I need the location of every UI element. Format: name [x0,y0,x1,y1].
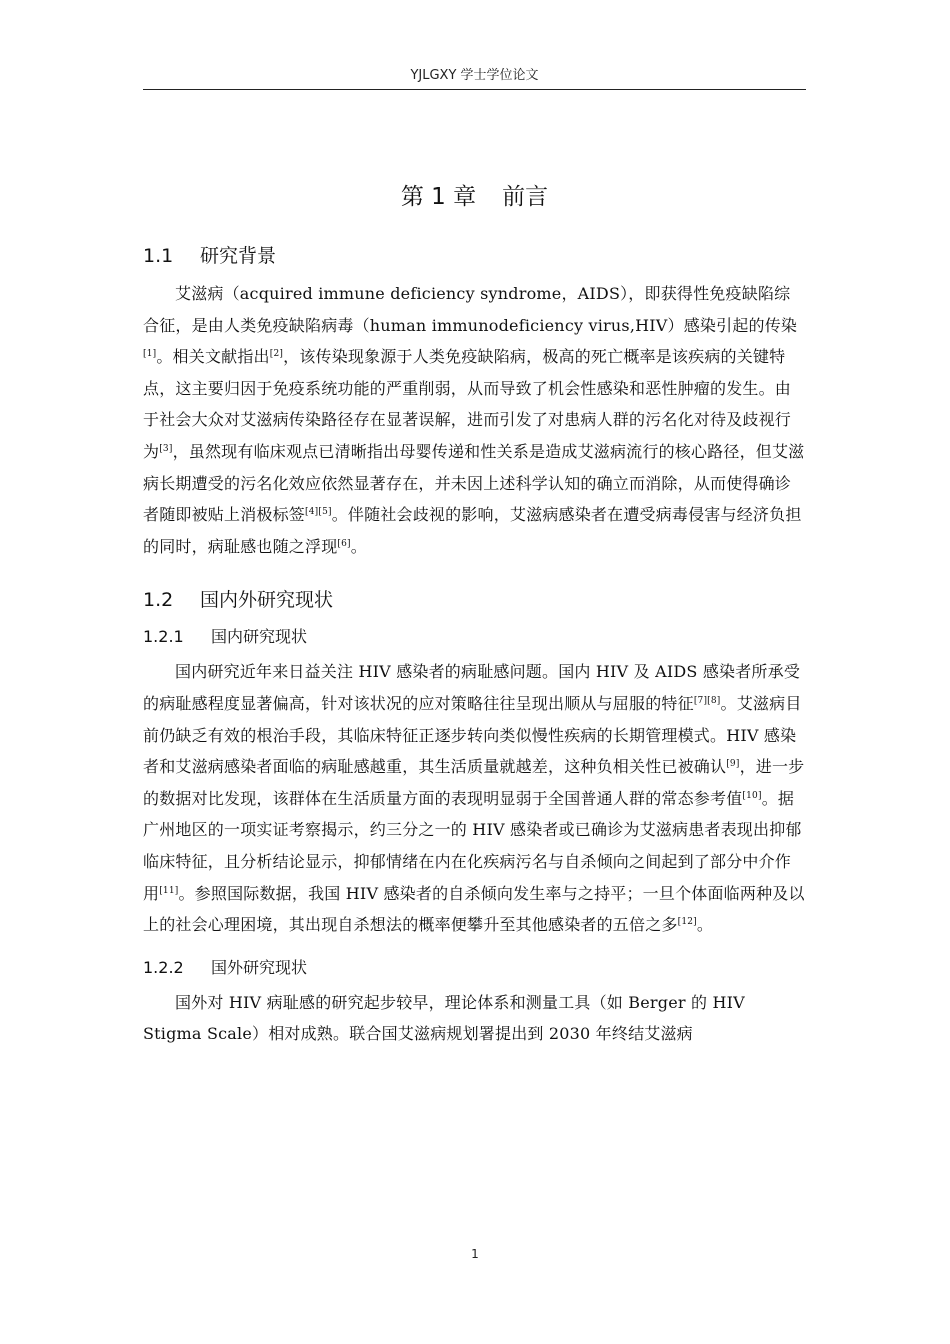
section-number: 1.2 [143,589,174,612]
running-header: YJLGXY 学士学位论文 [410,68,539,83]
citation-ref: [11] [159,885,179,896]
paragraph-text: ，进一步的数据对比发现，该群体在生活质量方面的表现明显弱于全国普通人群的常态参考值 [143,757,805,808]
citation-ref: [9] [726,759,740,770]
citation-ref: [4][5] [305,507,332,518]
page-body [143,170,806,1050]
paragraph-text: 国内研究近年来日益关注 HIV 感染者的病耻感问题。国内 HIV 及 AIDS 感染者所承受的病耻感程度显著偏高，针对该状况的应对策略往往呈现出顺从与屈服的特征 [143,662,801,713]
paragraph-domestic-research [143,656,806,940]
chapter-heading [143,170,806,224]
section-heading-1-2 [143,584,806,616]
paragraph-text: 。 [350,536,367,556]
citation-ref: [10] [742,790,762,801]
paragraph-text: ，该传染现象源于人类免疫缺陷病，极高的死亡概率是该疾病的关键特点，这主要归因于免疫系统功能的严重削弱，从而导致了机会性感染和恶性肿瘤的发生。由于社会大众对艾滋病传染路径存在显著误解，进而引发了对患病人群的污名化对待及歧视行为 [143,347,792,461]
paragraph-text: 。相关文献指出 [156,347,270,367]
paragraph-text: 。参照国际数据，我国 HIV 感染者的自杀倾向发生率与之持平；一旦个体面临两种及以上的社会心理困境，其出现自杀想法的概率便攀升至其他感染者的五倍之多 [143,883,805,935]
paragraph-text: 。艾滋病目前仍缺乏有效的根治手段，其临床特征正逐步转向类似慢性疾病的长期管理模式。HIV 感染者和艾滋病感染者面临的病耻感越重，其生活质量就越差，这种负相关性已被确认 [143,693,802,777]
header-rule [143,89,806,90]
citation-ref: [12] [677,917,697,928]
subsection-title: 国内研究现状 [211,627,308,647]
paragraph-text: 艾滋病（acquired immune deficiency syndrome，AIDS），即获得性免疫缺陷综合征，是由人类免疫缺陷病毒（human immunodeficiency virus,HIV）感染引起的传染 [143,284,798,335]
section-title: 国内外研究现状 [200,589,334,612]
subsection-number: 1.2.2 [143,957,184,977]
paragraph-research-background [143,278,806,562]
paragraph-text: ，虽然现有临床观点已清晰指出母婴传递和性关系是造成艾滋病流行的核心路径，但艾滋病长期遭受的污名化效应依然显著存在，并未因上述科学认知的确立而消除，从而使得确诊者随即被贴上消极标签 [143,441,805,525]
page-number: 1 [471,1247,479,1261]
paragraph-text: 。伴随社会歧视的影响，艾滋病感染者在遭受病毒侵害与经济负担的同时，病耻感也随之浮现 [143,505,802,556]
section-title: 研究背景 [200,245,277,267]
citation-ref: [2] [269,349,284,360]
paragraph-text: 。 [696,915,714,935]
citation-ref: [7][8] [693,695,721,706]
subsection-heading-1-2-2 [143,953,806,983]
chapter-number: 第 1 章 [400,184,477,210]
chapter-title: 前言 [502,184,549,210]
section-number: 1.1 [143,245,174,267]
citation-ref: [1] [143,349,157,360]
subsection-title: 国外研究现状 [211,957,308,977]
paragraph-text: 国外对 HIV 病耻感的研究起步较早，理论体系和测量工具（如 Berger 的 HIV Stigma Scale）相对成熟。联合国艾滋病规划署提出到 2030 年终结艾滋病 [143,992,745,1044]
subsection-number: 1.2.1 [143,627,184,647]
paragraph-foreign-research [143,987,806,1050]
subsection-heading-1-2-1 [143,622,806,652]
citation-ref: [6] [337,538,351,549]
citation-ref: [3] [159,443,173,454]
section-heading-1-1 [143,240,806,272]
paragraph-text: 。据广州地区的一项实证考察揭示，约三分之一的 HIV 感染者或已确诊为艾滋病患者表现出抑郁临床特征，且分析结论显示，抑郁情绪在内在化疾病污名与自杀倾向之间起到了部分中介作用 [143,788,802,903]
